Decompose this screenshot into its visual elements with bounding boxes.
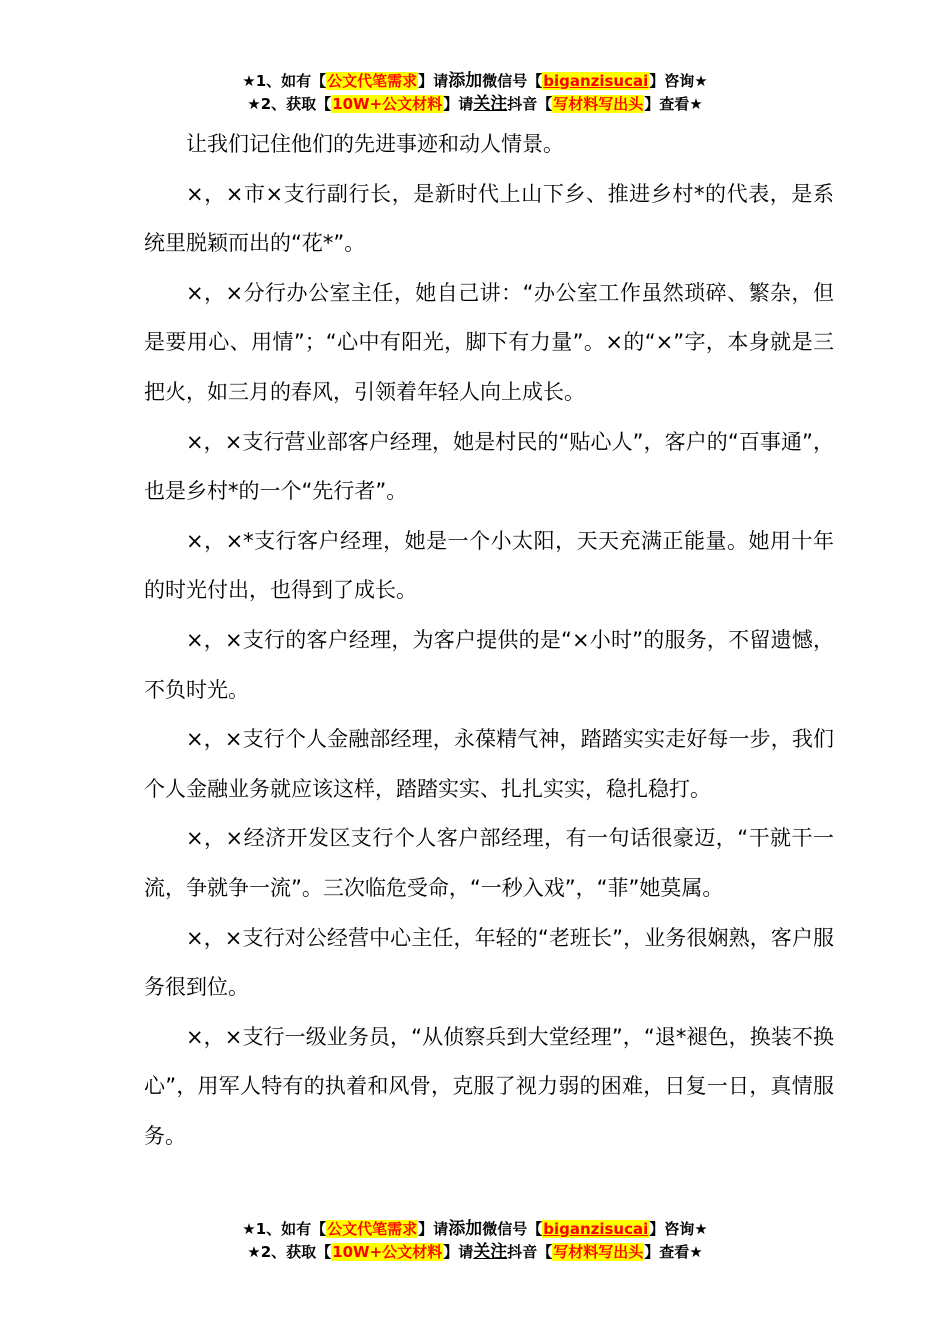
emphasis-text: 关注 xyxy=(473,1242,508,1262)
banner-line-2 xyxy=(0,1241,950,1264)
paragraph: ×，×支行营业部客户经理，她是村民的“贴心人”，客户的“百事通”，也是乡村*的一个“先行者”。 xyxy=(144,429,834,504)
banner-text: 】咨询★ xyxy=(649,72,708,90)
banner-line-1 xyxy=(0,1218,950,1241)
banner-line-1 xyxy=(0,70,950,93)
emphasis-text: 添加 xyxy=(448,1219,483,1239)
paragraph: 让我们记住他们的先进事迹和动人情景。 xyxy=(186,132,564,156)
banner-text: ★2、获取【 xyxy=(247,95,332,113)
banner-line-2 xyxy=(0,93,950,116)
banner-text: 】请 xyxy=(443,1243,474,1261)
paragraph: ×，×支行的客户经理，为客户提供的是“×小时”的服务，不留遗憾，不负时光。 xyxy=(144,627,834,702)
paragraph: ×，×市×支行副行长，是新时代上山下乡、推进乡村*的代表，是系统里脱颖而出的“花*”。 xyxy=(144,181,834,256)
footer-banner xyxy=(0,1218,950,1264)
highlight-text: 公文代笔需求 xyxy=(327,72,418,90)
banner-text: ★1、如有【 xyxy=(242,72,327,90)
highlight-text: 公文代笔需求 xyxy=(327,1220,418,1238)
paragraph: ×，×支行个人金融部经理，永葆精气神，踏踏实实走好每一步，我们个人金融业务就应该这样，踏踏实实、扎扎实实，稳扎稳打。 xyxy=(144,727,834,801)
banner-text: 】请 xyxy=(443,95,474,113)
douyin-account: 写材料写出头 xyxy=(553,95,644,113)
paragraph: ×，×经济开发区支行个人客户部经理，有一句话很豪迈，“干就干一流，争就争一流”。三次临危受命，“一秒入戏”，“菲”她莫属。 xyxy=(144,826,834,900)
paragraph: ×，×*支行客户经理，她是一个小太阳，天天充满正能量。她用十年的时光付出，也得到了成长。 xyxy=(144,528,834,603)
douyin-account: 写材料写出头 xyxy=(553,1243,644,1261)
wechat-id: biganzisucai xyxy=(543,1220,649,1238)
wechat-id: biganzisucai xyxy=(543,72,649,90)
highlight-text: 10W+公文材料 xyxy=(332,95,443,113)
banner-text: 】查看★ xyxy=(644,1243,703,1261)
paragraph: ×，×支行对公经营中心主任，年轻的“老班长”，业务很娴熟，客户服务很到位。 xyxy=(144,925,834,1000)
document-body xyxy=(144,120,834,1161)
banner-text: 】请 xyxy=(418,72,449,90)
banner-text: ★2、获取【 xyxy=(247,1243,332,1261)
highlight-text: 10W+公文材料 xyxy=(332,1243,443,1261)
banner-text: ★1、如有【 xyxy=(242,1220,327,1238)
banner-text: 】咨询★ xyxy=(649,1220,708,1238)
banner-text: 微信号【 xyxy=(482,72,543,90)
paragraph: ×，×分行办公室主任，她自己讲：“办公室工作虽然琐碎、繁杂，但是要用心、用情”；“心中有阳光，脚下有力量”。×的“×”字，本身就是三把火，如三月的春风，引领着年轻人向上成长。 xyxy=(144,280,834,404)
banner-text: 】查看★ xyxy=(644,95,703,113)
emphasis-text: 关注 xyxy=(473,94,508,114)
emphasis-text: 添加 xyxy=(448,71,483,91)
header-banner xyxy=(0,70,950,116)
banner-text: 微信号【 xyxy=(482,1220,543,1238)
banner-text: 抖音【 xyxy=(507,95,553,113)
banner-text: 】请 xyxy=(418,1220,449,1238)
banner-text: 抖音【 xyxy=(507,1243,553,1261)
paragraph: ×，×支行一级业务员，“从侦察兵到大堂经理”，“退*褪色，换装不换心”，用军人特有的执着和风骨，克服了视力弱的困难，日复一日，真情服务。 xyxy=(144,1024,834,1148)
